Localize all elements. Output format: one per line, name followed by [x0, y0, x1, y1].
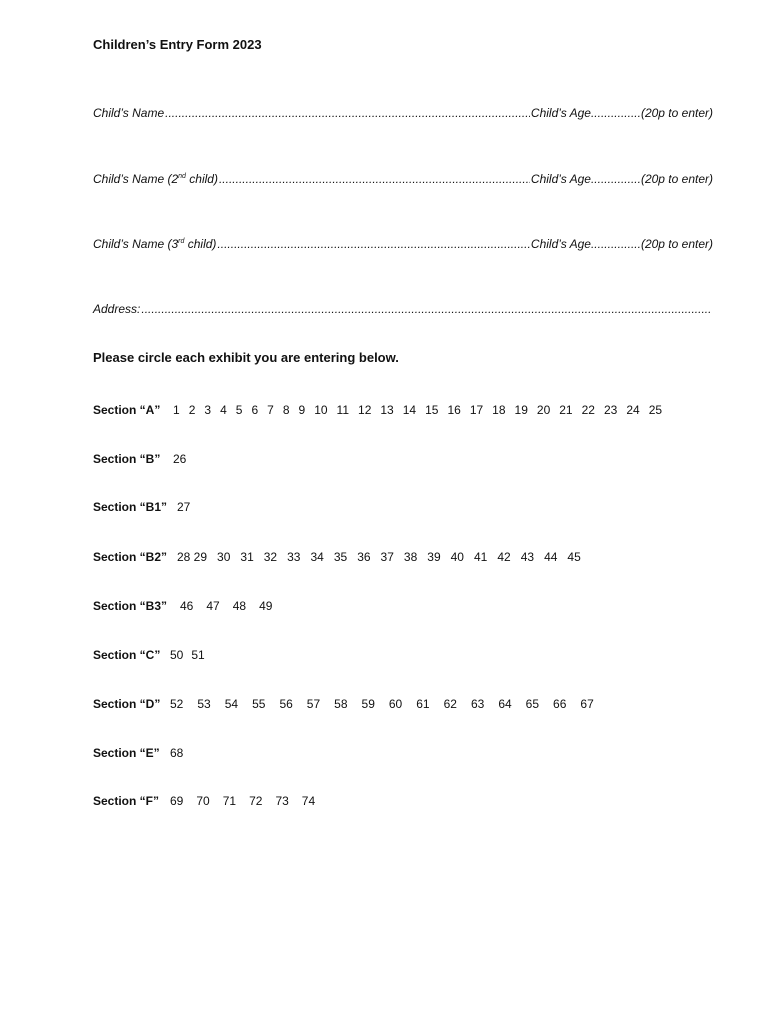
section-row [93, 599, 272, 613]
exhibit-number[interactable]: 32 [263, 550, 278, 564]
child-name-label: Child’s Name [93, 106, 165, 120]
section-row [93, 550, 581, 564]
exhibit-number[interactable]: 61 [416, 697, 430, 711]
address-field[interactable] [93, 302, 713, 316]
exhibit-number[interactable]: 5 [235, 403, 243, 417]
exhibit-number[interactable]: 1 [173, 403, 180, 417]
exhibit-number[interactable]: 11 [336, 403, 350, 417]
exhibit-number[interactable]: 68 [170, 746, 184, 760]
section-label: Section “B” [93, 452, 161, 466]
entry-fee-label: (20p to enter) [640, 106, 713, 120]
exhibit-number[interactable]: 44 [544, 550, 558, 564]
exhibit-number[interactable]: 45 [567, 550, 581, 564]
section-label: Section “B2” [93, 550, 168, 564]
exhibit-number[interactable]: 16 [447, 403, 461, 417]
address-label: Address: [93, 302, 141, 316]
exhibit-number[interactable]: 30 [217, 550, 231, 564]
section-row [93, 500, 190, 514]
exhibit-number[interactable]: 46 [180, 599, 194, 613]
exhibit-number[interactable]: 4 [220, 403, 227, 417]
exhibit-number[interactable]: 48 [232, 599, 247, 613]
exhibit-number[interactable]: 72 [249, 794, 263, 808]
child-age-label: Child’s Age [530, 106, 591, 120]
age-dotted-line[interactable] [591, 172, 641, 186]
exhibit-number[interactable]: 43 [520, 550, 535, 564]
exhibit-number[interactable]: 35 [333, 550, 348, 564]
section-row [93, 452, 186, 466]
exhibit-number[interactable]: 56 [279, 697, 293, 711]
name-dotted-line[interactable] [219, 172, 530, 186]
exhibit-number[interactable]: 10 [314, 403, 328, 417]
exhibit-number[interactable]: 26 [173, 452, 187, 466]
section-label: Section “C” [93, 648, 161, 662]
exhibit-number[interactable]: 63 [470, 697, 485, 711]
section-label: Section “A” [93, 403, 161, 417]
child-name-field-3[interactable] [93, 237, 713, 251]
child-age-label: Child’s Age [530, 237, 591, 251]
instruction-text: Please circle each exhibit you are entering below. [93, 350, 399, 365]
exhibit-number[interactable]: 55 [252, 697, 266, 711]
exhibit-number[interactable]: 7 [267, 403, 274, 417]
exhibit-number[interactable]: 27 [177, 500, 191, 514]
exhibit-number[interactable]: 58 [334, 697, 348, 711]
exhibit-number[interactable]: 14 [402, 403, 417, 417]
section-label: Section “B3” [93, 599, 168, 613]
section-row [93, 648, 205, 662]
exhibit-number[interactable]: 17 [469, 403, 484, 417]
exhibit-number[interactable]: 20 [536, 403, 551, 417]
exhibit-number[interactable]: 73 [275, 794, 289, 808]
exhibit-number[interactable]: 3 [204, 403, 212, 417]
exhibit-number[interactable]: 41 [473, 550, 488, 564]
section-row [93, 403, 662, 417]
exhibit-number[interactable]: 19 [514, 403, 528, 417]
child-name-label: Child’s Name (3rd child) [93, 237, 217, 251]
exhibit-number[interactable]: 52 [170, 697, 184, 711]
name-dotted-line[interactable] [165, 106, 530, 120]
exhibit-number[interactable]: 8 [282, 403, 290, 417]
exhibit-number[interactable]: 33 [287, 550, 301, 564]
exhibit-number[interactable]: 28 29 [177, 550, 208, 564]
exhibit-number[interactable]: 42 [497, 550, 511, 564]
age-dotted-line[interactable] [591, 106, 641, 120]
exhibit-number[interactable]: 22 [581, 403, 595, 417]
section-label: Section “D” [93, 697, 161, 711]
form-title: Children’s Entry Form 2023 [93, 37, 262, 52]
exhibit-number[interactable]: 31 [240, 550, 254, 564]
exhibit-number[interactable]: 59 [361, 697, 375, 711]
exhibit-number[interactable]: 6 [251, 403, 259, 417]
exhibit-number[interactable]: 25 [648, 403, 663, 417]
exhibit-number[interactable]: 49 [259, 599, 273, 613]
exhibit-number[interactable]: 64 [498, 697, 512, 711]
child-name-field-2[interactable] [93, 172, 713, 186]
exhibit-number[interactable]: 23 [603, 403, 618, 417]
exhibit-number[interactable]: 47 [206, 599, 220, 613]
exhibit-number[interactable]: 38 [403, 550, 418, 564]
child-age-label: Child’s Age [530, 172, 591, 186]
exhibit-number[interactable]: 12 [358, 403, 372, 417]
child-name-field-1[interactable] [93, 106, 713, 120]
section-label: Section “F” [93, 794, 160, 808]
section-row [93, 697, 594, 711]
exhibit-number[interactable]: 36 [357, 550, 371, 564]
exhibit-number[interactable]: 66 [553, 697, 567, 711]
exhibit-number[interactable]: 62 [443, 697, 457, 711]
section-row [93, 794, 315, 808]
exhibit-number[interactable]: 71 [222, 794, 237, 808]
exhibit-number[interactable]: 9 [298, 403, 306, 417]
exhibit-number[interactable]: 21 [559, 403, 573, 417]
entry-fee-label: (20p to enter) [640, 172, 713, 186]
address-dotted-line[interactable] [141, 302, 712, 316]
exhibit-number[interactable]: 74 [301, 794, 316, 808]
exhibit-number[interactable]: 57 [306, 697, 321, 711]
exhibit-number[interactable]: 50 [170, 648, 184, 662]
name-dotted-line[interactable] [217, 237, 530, 251]
exhibit-number[interactable]: 70 [196, 794, 210, 808]
exhibit-number[interactable]: 15 [425, 403, 439, 417]
age-dotted-line[interactable] [591, 237, 641, 251]
exhibit-number[interactable]: 13 [380, 403, 394, 417]
exhibit-number[interactable]: 54 [224, 697, 239, 711]
exhibit-number[interactable]: 37 [380, 550, 394, 564]
exhibit-number[interactable]: 39 [427, 550, 441, 564]
exhibit-number[interactable]: 24 [626, 403, 640, 417]
exhibit-number[interactable]: 67 [580, 697, 594, 711]
exhibit-number[interactable]: 2 [188, 403, 196, 417]
exhibit-number[interactable]: 69 [170, 794, 184, 808]
exhibit-number[interactable]: 40 [450, 550, 464, 564]
exhibit-number[interactable]: 53 [197, 697, 211, 711]
section-label: Section “B1” [93, 500, 168, 514]
exhibit-number[interactable]: 34 [310, 550, 324, 564]
exhibit-number[interactable]: 51 [191, 648, 205, 662]
exhibit-number[interactable]: 60 [388, 697, 403, 711]
exhibit-number[interactable]: 65 [525, 697, 540, 711]
section-row [93, 746, 183, 760]
exhibit-number[interactable]: 18 [492, 403, 506, 417]
entry-fee-label: (20p to enter) [640, 237, 713, 251]
child-name-label: Child’s Name (2nd child) [93, 172, 218, 186]
section-label: Section “E” [93, 746, 160, 760]
